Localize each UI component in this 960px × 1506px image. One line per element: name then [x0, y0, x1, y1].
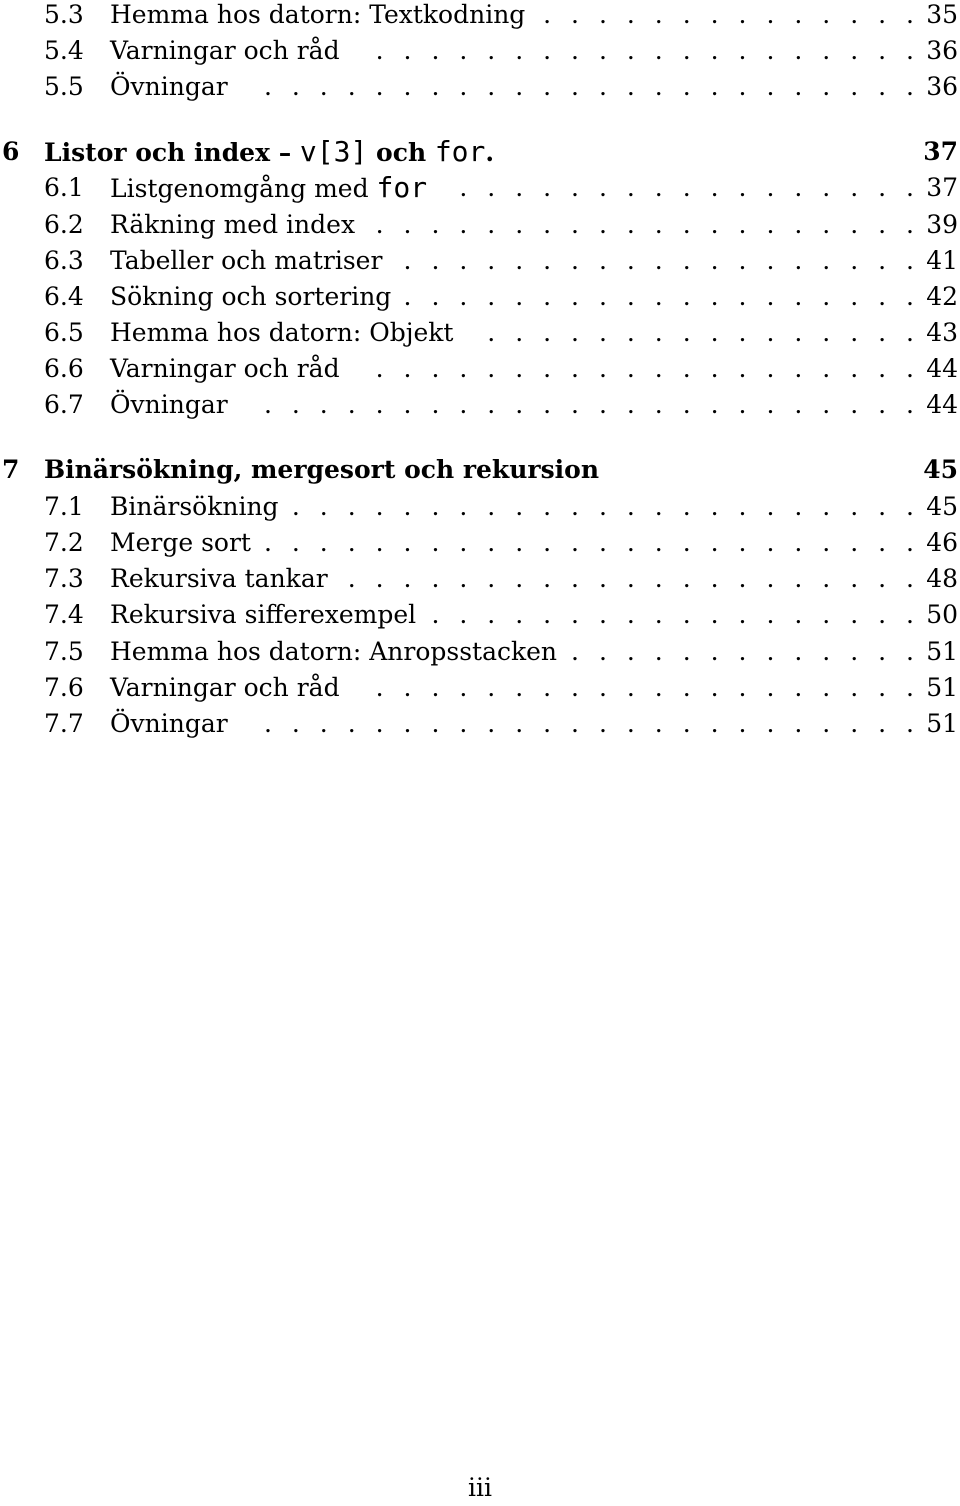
toc-entry-number: 7.4: [44, 600, 84, 629]
toc-entry-title: Hemma hos datorn: Textkodning: [110, 0, 526, 29]
toc-dot-leader: . . . . . . . . . . . . . . . . . . . .: [375, 36, 914, 65]
toc-dot-leader: . . . . . . . . . . . . . . . . . . . . .: [347, 564, 914, 593]
toc-chapter-title: [44, 133, 494, 172]
toc-entry-page: 35: [926, 0, 958, 29]
toc-entry-title: Merge sort: [110, 528, 251, 557]
toc-dot-leader: . . . . . . . . . . . . . . . .: [487, 318, 914, 347]
toc-entry-page: 41: [926, 246, 958, 275]
toc-entry-title: Sökning och sortering: [110, 282, 392, 311]
page-number-footer: iii: [468, 1473, 492, 1502]
toc-entry-7-2[interactable]: [0, 525, 960, 561]
toc-entry-page: 36: [926, 72, 958, 101]
toc-entry-number: 7.7: [44, 709, 84, 738]
toc-entry-page: 37: [926, 173, 958, 202]
toc-entry-number: 7.2: [44, 528, 84, 557]
toc-chapter-title: Binärsökning, mergesort och rekursion: [44, 455, 600, 484]
toc-entry-number: 6.4: [44, 282, 84, 311]
toc-entry-6-6[interactable]: [0, 351, 960, 387]
toc-dot-leader: . . . . . . . . . . . . .: [571, 637, 914, 666]
toc-entry-page: 44: [926, 390, 958, 419]
toc-entry-number: 6.1: [44, 173, 84, 202]
toc-entry-page: 50: [926, 600, 958, 629]
toc-entry-page: 43: [926, 318, 958, 347]
toc-entry-title: Rekursiva sifferexempel: [110, 600, 417, 629]
toc-chapter-6[interactable]: [0, 133, 960, 171]
toc-chapter-code-for: for: [434, 135, 486, 168]
toc-chapter-title-part3: .: [485, 138, 495, 167]
toc-chapter-title-part1: Listor och index –: [44, 138, 300, 167]
toc-entry-page: 51: [926, 709, 958, 738]
toc-entry-title: Tabeller och matriser: [110, 246, 383, 275]
toc-entry-number: 7.1: [44, 492, 84, 521]
toc-entry-number: 7.3: [44, 564, 84, 593]
toc-chapter-page: 37: [923, 137, 958, 166]
toc-entry-7-5[interactable]: [0, 634, 960, 670]
toc-entry-code-for: for: [376, 171, 428, 204]
toc-entry-6-7[interactable]: [0, 387, 960, 423]
toc-dot-leader: . . . . . . . . . . . . . .: [543, 0, 914, 29]
toc-entry-title: Binärsökning: [110, 492, 279, 521]
toc-entry-number: 5.3: [44, 0, 84, 29]
toc-entry-6-1[interactable]: [0, 170, 960, 206]
toc-entry-7-3[interactable]: [0, 561, 960, 597]
toc-entry-7-1[interactable]: [0, 489, 960, 525]
toc-dot-leader: . . . . . . . . . . . . . . . . . . . . . . . .: [263, 528, 914, 557]
toc-entry-7-4[interactable]: [0, 597, 960, 633]
toc-entry-5-3[interactable]: [0, 0, 960, 33]
toc-entry-6-5[interactable]: [0, 315, 960, 351]
toc-entry-5-4[interactable]: [0, 33, 960, 69]
toc-entry-title: Räkning med index: [110, 210, 356, 239]
toc-entry-number: 6.3: [44, 246, 84, 275]
toc-dot-leader: . . . . . . . . . . . . . . . . . . . .: [375, 673, 914, 702]
toc-entry-title: Övningar: [110, 390, 228, 419]
toc-entry-6-4[interactable]: [0, 279, 960, 315]
toc-dot-leader: . . . . . . . . . . . . . . . . . . . . . . . .: [263, 72, 914, 101]
toc-entry-page: 42: [926, 282, 958, 311]
toc-dot-leader: . . . . . . . . . . . . . . . . . . . . . . .: [291, 492, 914, 521]
toc-entry-title: Varningar och råd: [110, 36, 340, 65]
toc-chapter-code-v3: v[3]: [299, 135, 368, 168]
toc-entry-page: 36: [926, 36, 958, 65]
toc-entry-6-2[interactable]: [0, 207, 960, 243]
toc-dot-leader: . . . . . . . . . . . . . . . . . .: [431, 600, 914, 629]
toc-entry-7-6[interactable]: [0, 670, 960, 706]
toc-entry-7-7[interactable]: [0, 706, 960, 742]
toc-chapter-page: 45: [923, 455, 958, 484]
toc-entry-number: 7.5: [44, 637, 84, 666]
toc-entry-title: Hemma hos datorn: Anropsstacken: [110, 637, 558, 666]
toc-entry-number: 6.7: [44, 390, 84, 419]
toc-entry-number: 5.5: [44, 72, 84, 101]
toc-entry-page: 44: [926, 354, 958, 383]
toc-entry-title: Varningar och råd: [110, 354, 340, 383]
toc-chapter-7[interactable]: [0, 451, 960, 489]
toc-entry-page: 39: [926, 210, 958, 239]
toc-entry-number: 6.5: [44, 318, 84, 347]
toc-entry-6-3[interactable]: [0, 243, 960, 279]
toc-dot-leader: . . . . . . . . . . . . . . . . . . . .: [375, 354, 914, 383]
toc-entry-page: 48: [926, 564, 958, 593]
toc-entry-page: 51: [926, 637, 958, 666]
toc-entry-title: Övningar: [110, 709, 228, 738]
toc-chapter-title-part2: och: [367, 138, 435, 167]
toc-entry-title: Varningar och råd: [110, 673, 340, 702]
toc-entry-5-5[interactable]: [0, 69, 960, 105]
toc-dot-leader: . . . . . . . . . . . . . . . . . . . . . . . .: [263, 390, 914, 419]
toc-chapter-number: 6: [2, 137, 20, 166]
toc-chapter-number: 7: [2, 455, 20, 484]
toc-dot-leader: . . . . . . . . . . . . . . . . . . . .: [375, 210, 914, 239]
toc-dot-leader: . . . . . . . . . . . . . . . . . . .: [403, 246, 914, 275]
toc-dot-leader: . . . . . . . . . . . . . . . . . . . . . . . .: [263, 709, 914, 738]
toc-entry-title-text: Listgenomgång med: [110, 174, 377, 203]
toc-entry-page: 45: [926, 492, 958, 521]
toc-entry-title: Hemma hos datorn: Objekt: [110, 318, 454, 347]
toc-entry-number: 6.6: [44, 354, 84, 383]
toc-dot-leader: . . . . . . . . . . . . . . . . .: [459, 173, 914, 202]
toc-entry-title: Rekursiva tankar: [110, 564, 328, 593]
toc-entry-page: 46: [926, 528, 958, 557]
toc-dot-leader: . . . . . . . . . . . . . . . . . . .: [403, 282, 914, 311]
toc-entry-title: [110, 170, 427, 207]
toc-entry-number: 7.6: [44, 673, 84, 702]
toc-entry-page: 51: [926, 673, 958, 702]
toc-entry-number: 5.4: [44, 36, 84, 65]
toc-entry-title: Övningar: [110, 72, 228, 101]
toc-entry-number: 6.2: [44, 210, 84, 239]
